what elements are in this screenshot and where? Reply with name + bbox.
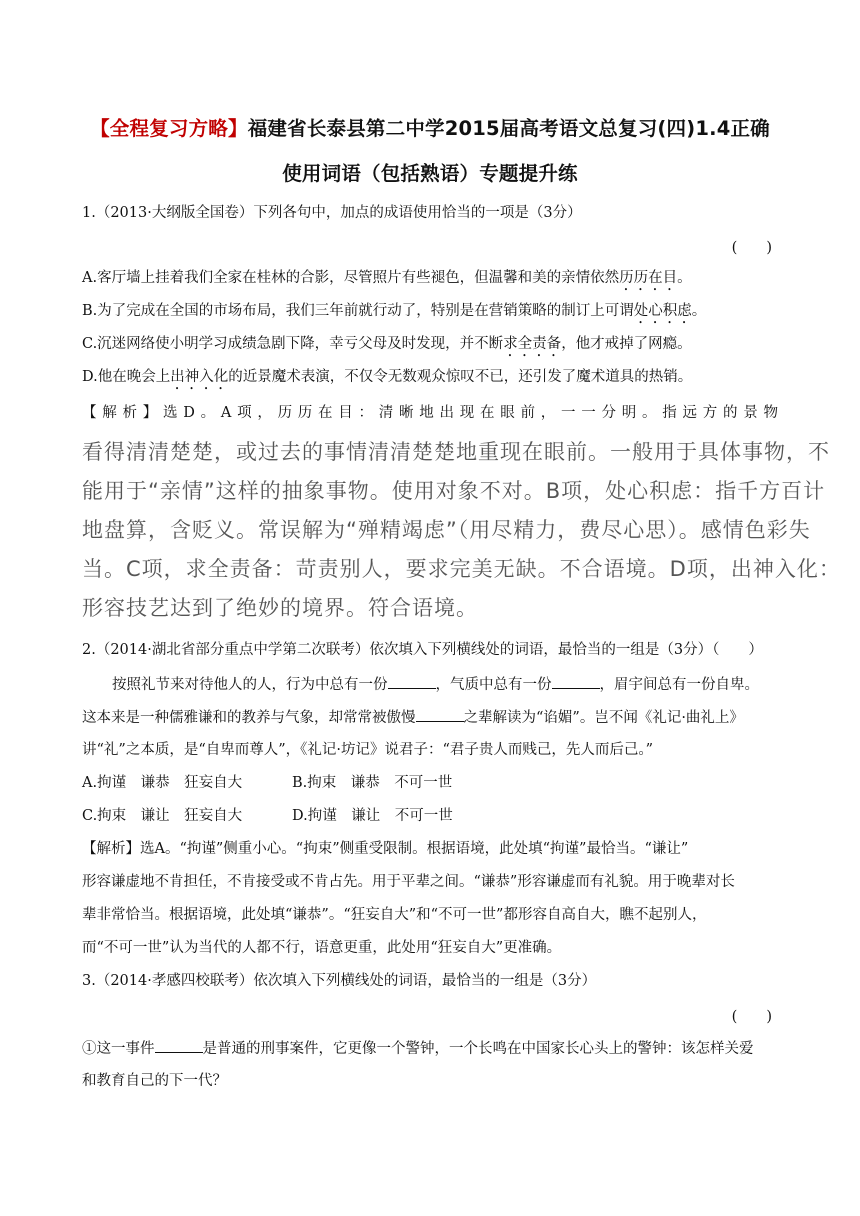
dotted-idiom: 处心积虑 [633, 303, 692, 319]
fill-blank [552, 674, 600, 689]
q2-analysis-line: 形容谦虚地不肯担任，不肯接受或不肯占先。用于平辈之间。“谦恭”形容谦虚而有礼貌。用于晚辈对长 [82, 874, 735, 890]
q2-passage-line-1 [112, 674, 759, 695]
option-text: 的近景魔术表演，不仅令无数观众惊叹不已，还引发了魔术道具的热销。 [228, 369, 693, 385]
q1-option-b [82, 301, 706, 327]
q2-analysis-line: 辈非常恰当。根据语境，此处填“谦恭”。“狂妄自大”和“不可一世”都形容自高自大，瞧不起别人， [82, 907, 707, 923]
q2-option-a: A.拘谨 谦恭 狂妄自大 [82, 775, 243, 791]
option-text: ，他才戒掉了网瘾。 [561, 336, 692, 352]
passage-text: 这本来是一种儒雅谦和的教养与气象，却常常被傲慢 [82, 710, 416, 726]
passage-text: 之辈解读为“谄媚”。岂不闻《礼记·曲礼上》 [463, 710, 744, 726]
option-text: B.为了完成在全国的市场布局，我们三年前就行动了，特别是在营销策略的制订上可谓 [82, 303, 634, 319]
q1-analysis-scan-line: 当。C项，求全责备：苛责别人，要求完美无缺。不合语境。D项，出神入化： [82, 557, 841, 581]
sentence-text: ①这一事件 [82, 1041, 155, 1057]
dotted-idiom: 求全责备 [503, 336, 562, 352]
q3-stem: 3.（2014·孝感四校联考）依次填入下列横线处的词语，最恰当的一组是（3分） [82, 973, 597, 989]
q1-analysis-scan-line: 看得清清楚楚，或过去的事情清清楚楚地重现在眼前。一般用于具体事物，不 [82, 440, 830, 464]
option-text: A.客厅墙上挂着我们全家在桂林的合影，尽管照片有些褪色，但温馨和美的亲情依然 [82, 270, 620, 286]
q2-analysis-line: 【解析】选A。“拘谨”侧重小心。“拘束”侧重受限制。根据语境，此处填“拘谨”最恰当。“谦让” [82, 841, 689, 857]
q2-analysis-line: 而“不可一世”认为当代的人都不行，语意更重，此处用“狂妄自大”更准确。 [82, 940, 562, 956]
fill-blank [388, 674, 436, 689]
dotted-idiom: 出神入化 [170, 369, 229, 385]
q3-sentence-1-cont: 和教育自己的下一代？ [82, 1073, 227, 1089]
passage-text: ，气质中总有一份 [435, 677, 552, 693]
option-text: C.沉迷网络使小明学习成绩急剧下降，幸亏父母及时发现，并不断 [82, 336, 504, 352]
q3-answer-paren: ( ) [731, 1009, 772, 1025]
q2-option-b: B.拘束 谦恭 不可一世 [292, 775, 453, 791]
q1-option-d [82, 367, 692, 393]
option-text: 。 [677, 270, 692, 286]
series-tag: 【全程复习方略】 [90, 117, 248, 140]
q2-passage-line-2 [82, 707, 744, 728]
option-text: 。 [691, 303, 707, 319]
q1-analysis-first-line: 【解析】选D。A项，历历在目：清晰地出现在眼前，一一分明。指远方的景物 [82, 405, 778, 421]
q1-analysis-scan-line: 地盘算，含贬义。常误解为“殚精竭虑”（用尽精力，费尽心思）。感情色彩失 [82, 518, 811, 542]
passage-text: 按照礼节来对待他人的人，行为中总有一份 [112, 677, 388, 693]
q2-option-c: C.拘束 谦让 狂妄自大 [82, 808, 243, 824]
fill-blank [416, 707, 464, 722]
title-text: 福建省长泰县第二中学2015届高考语文总复习(四)1.4正确 [247, 117, 770, 140]
document-title-line-2: 使用词语（包括熟语）专题提升练 [282, 162, 578, 185]
document-title-line-1 [80, 113, 780, 141]
q2-passage-line-3: 讲“礼”之本质，是“自卑而尊人”，《礼记·坊记》说君子：“君子贵人而贱己，先人而后己。” [82, 742, 654, 758]
q1-analysis-scan-line: 形容技艺达到了绝妙的境界。符合语境。 [82, 596, 478, 620]
q3-sentence-1 [82, 1038, 754, 1059]
q2-option-d: D.拘谨 谦让 不可一世 [292, 808, 453, 824]
q1-analysis-scan-line: 能用于“亲情”这样的抽象事物。使用对象不对。B项，处心积虑：指千方百计 [82, 479, 826, 503]
sentence-text: 是普通的刑事案件，它更像一个警钟，一个长鸣在中国家长心头上的警钟：该怎样关爱 [202, 1041, 754, 1057]
q2-stem: 2.（2014·湖北省部分重点中学第二次联考）依次填入下列横线处的词语，最恰当的一组是（3分）（ ） [82, 642, 763, 658]
fill-blank [155, 1038, 203, 1053]
q1-option-c [82, 334, 692, 360]
q1-option-a [82, 268, 692, 294]
passage-text: ，眉宇间总有一份自卑。 [599, 677, 759, 693]
q1-answer-paren: ( ) [731, 240, 772, 256]
option-text: D.他在晚会上 [82, 369, 171, 385]
dotted-idiom: 历历在目 [619, 270, 678, 286]
q1-stem: 1.（2013·大纲版全国卷）下列各句中，加点的成语使用恰当的一项是（3分） [82, 205, 582, 221]
